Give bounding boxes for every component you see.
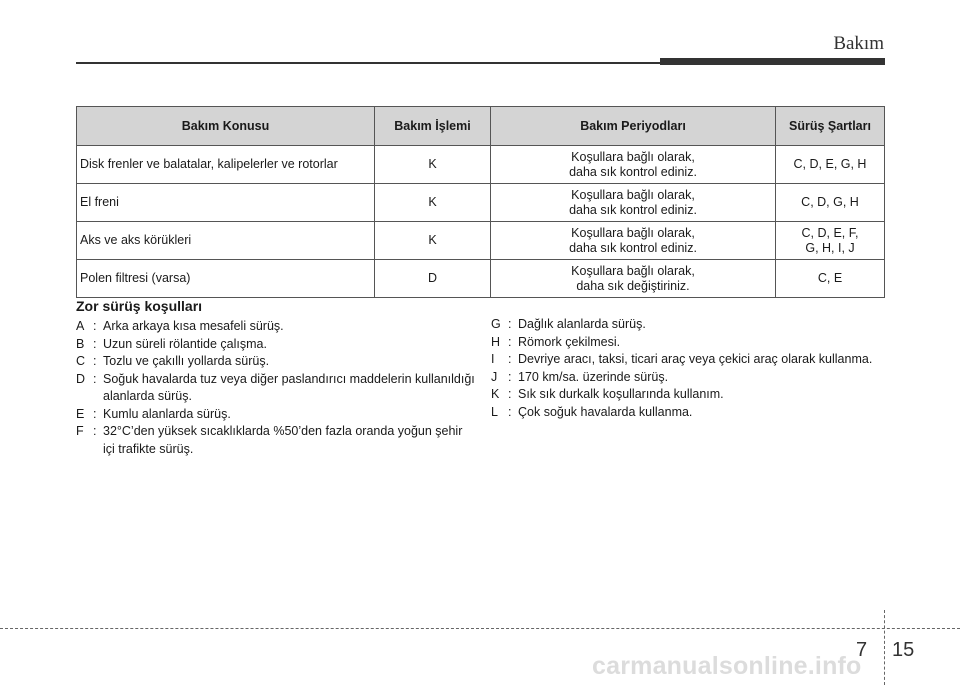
separator: : [508, 387, 512, 401]
cell-action: K [375, 146, 491, 184]
footer-divider [0, 628, 960, 629]
separator: : [508, 352, 512, 366]
separator: : [508, 334, 512, 349]
condition-text: 32°C’den yüksek sıcaklıklarda %50’den fazla oranda yoğun şehir içi trafikte sürüş. [103, 424, 463, 456]
period-line: Koşullara bağlı olarak, [571, 263, 695, 278]
header-rule-bold [660, 58, 885, 65]
list-item [491, 351, 885, 369]
list-item [491, 386, 885, 404]
separator: : [93, 406, 97, 421]
cell-item: Aks ve aks körükleri [77, 222, 375, 260]
cell-period [491, 146, 776, 184]
cell-item: Disk frenler ve balatalar, kalipelerler ve rotorlar [77, 146, 375, 184]
cell-period [491, 184, 776, 222]
section-header-title: Bakım [833, 33, 884, 54]
table-header-row [77, 107, 885, 146]
condition-letter: D [76, 371, 86, 386]
separator: : [93, 319, 97, 333]
condition-letter: I [491, 352, 495, 366]
cell-conditions [776, 146, 885, 184]
separator: : [93, 371, 97, 386]
table-row [77, 184, 885, 222]
column-header-conditions: Sürüş Şartları [776, 107, 885, 146]
condition-text: Devriye aracı, taksi, ticari araç veya çekici araç olarak kullanma. [518, 352, 873, 366]
period-line: Koşullara bağlı olarak, [571, 149, 695, 164]
separator: : [508, 317, 512, 331]
cell-period [491, 222, 776, 260]
cell-item: El freni [77, 184, 375, 222]
list-item [491, 369, 885, 387]
conditions-line: G, H, I, J [805, 240, 855, 255]
list-item [491, 316, 885, 334]
separator: : [93, 424, 97, 438]
condition-letter: A [76, 319, 85, 333]
table-row [77, 222, 885, 260]
table-row [77, 260, 885, 298]
separator: : [508, 404, 512, 419]
condition-text: Römork çekilmesi. [518, 334, 621, 349]
list-item [491, 404, 885, 422]
footer-page-divider [884, 610, 885, 685]
separator: : [93, 354, 97, 368]
list-item [76, 353, 476, 371]
conditions-line: C, E [817, 271, 843, 285]
conditions-line: C, D, G, H [801, 195, 859, 209]
condition-letter: C [76, 354, 86, 368]
section-title: Zor sürüş koşulları [76, 298, 203, 314]
period-line: Koşullara bağlı olarak, [571, 187, 695, 202]
condition-text: Soğuk havalarda tuz veya diğer paslandırıcı maddelerin kullanıldığı alanlarda sürüş. [103, 371, 475, 403]
conditions-line: C, D, E, F, [801, 225, 859, 240]
watermark: carmanualsonline.info [592, 652, 862, 680]
column-header-period: Bakım Periyodları [491, 107, 776, 146]
condition-letter: J [491, 369, 498, 384]
column-header-item: Bakım Konusu [77, 107, 375, 146]
list-item [76, 318, 476, 336]
separator: : [508, 369, 512, 384]
period-line: daha sık kontrol ediniz. [569, 202, 697, 217]
condition-text: Dağlık alanlarda sürüş. [518, 317, 646, 331]
chapter-number: 7 [856, 639, 868, 661]
cell-action: D [375, 260, 491, 298]
condition-text: Sık sık durkalk koşullarında kullanım. [518, 387, 724, 401]
condition-text: Arka arkaya kısa mesafeli sürüş. [103, 319, 284, 333]
table-row [77, 146, 885, 184]
period-line: daha sık değiştiriniz. [576, 278, 690, 293]
cell-conditions [776, 222, 885, 260]
conditions-list-left [76, 318, 476, 458]
condition-letter: H [491, 334, 501, 349]
page-number: 15 [892, 639, 915, 661]
condition-text: Tozlu ve çakıllı yollarda sürüş. [103, 354, 270, 368]
cell-period [491, 260, 776, 298]
cell-item: Polen filtresi (varsa) [77, 260, 375, 298]
list-item [76, 336, 476, 354]
condition-text: Kumlu alanlarda sürüş. [103, 406, 231, 421]
cell-conditions [776, 184, 885, 222]
condition-text: 170 km/sa. üzerinde sürüş. [518, 369, 669, 384]
cell-conditions [776, 260, 885, 298]
condition-letter: E [76, 406, 85, 421]
list-item [76, 406, 476, 424]
list-item [491, 334, 885, 352]
condition-letter: F [76, 424, 84, 438]
condition-text: Uzun süreli rölantide çalışma. [103, 336, 267, 351]
header-rule [76, 62, 666, 64]
conditions-list-right [491, 316, 885, 421]
period-line: Koşullara bağlı olarak, [571, 225, 695, 240]
condition-letter: K [491, 387, 500, 401]
maintenance-table [76, 106, 885, 298]
period-line: daha sık kontrol ediniz. [569, 164, 697, 179]
column-header-action: Bakım İşlemi [375, 107, 491, 146]
cell-action: K [375, 184, 491, 222]
separator: : [93, 336, 97, 351]
cell-action: K [375, 222, 491, 260]
condition-text: Çok soğuk havalarda kullanma. [518, 404, 693, 419]
list-item [76, 371, 476, 406]
condition-letter: B [76, 336, 85, 351]
period-line: daha sık kontrol ediniz. [569, 240, 697, 255]
condition-letter: L [491, 404, 498, 419]
list-item [76, 423, 476, 458]
condition-letter: G [491, 317, 501, 331]
conditions-line: C, D, E, G, H [793, 157, 867, 171]
